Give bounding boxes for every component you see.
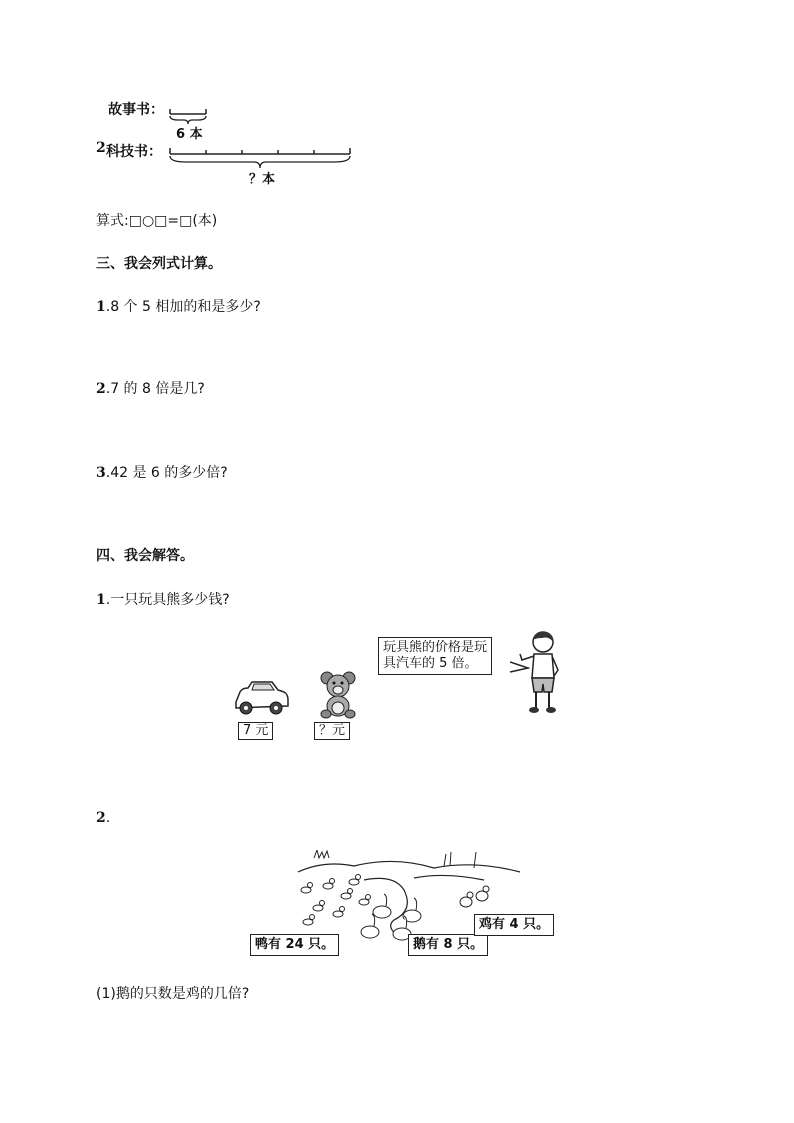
- chicken-label: 鸡有 4 只。: [474, 914, 554, 936]
- car-price-tag: 7 元: [238, 722, 273, 740]
- s3-q1: 1.8 个 5 相加的和是多少?: [96, 299, 261, 315]
- teddy-bear-illustration: [318, 670, 358, 720]
- goose-label: 鹅有 8 只。: [408, 934, 488, 956]
- s3-q3: 3.42 是 6 的多少倍?: [96, 465, 228, 481]
- speech-bubble: 玩具熊的价格是玩 具汽车的 5 倍。: [378, 637, 492, 675]
- section3-title: 三、我会列式计算。: [96, 256, 222, 272]
- duck-label: 鸭有 24 只。: [250, 934, 339, 956]
- s4-q1: 1.一只玩具熊多少钱?: [96, 592, 230, 608]
- s4-q2: 2.: [96, 810, 111, 826]
- section4-title: 四、我会解答。: [96, 548, 194, 564]
- boy-illustration: [516, 630, 566, 716]
- row2-label: 科技书：: [106, 144, 162, 160]
- row1-label: 故事书：: [108, 102, 164, 118]
- formula: 算式:□○□=□(本): [96, 213, 218, 229]
- s3-q2: 2.7 的 8 倍是几?: [96, 381, 205, 397]
- toy-car-illustration: [232, 678, 290, 718]
- bear-price-tag: ？元: [314, 722, 350, 740]
- row1-value: 6 本: [176, 127, 203, 142]
- diagram-question-number: 2: [96, 140, 106, 156]
- s4-q2-sub1: (1)鹅的只数是鸡的几倍?: [96, 986, 250, 1002]
- row2-value: ？本: [249, 172, 276, 187]
